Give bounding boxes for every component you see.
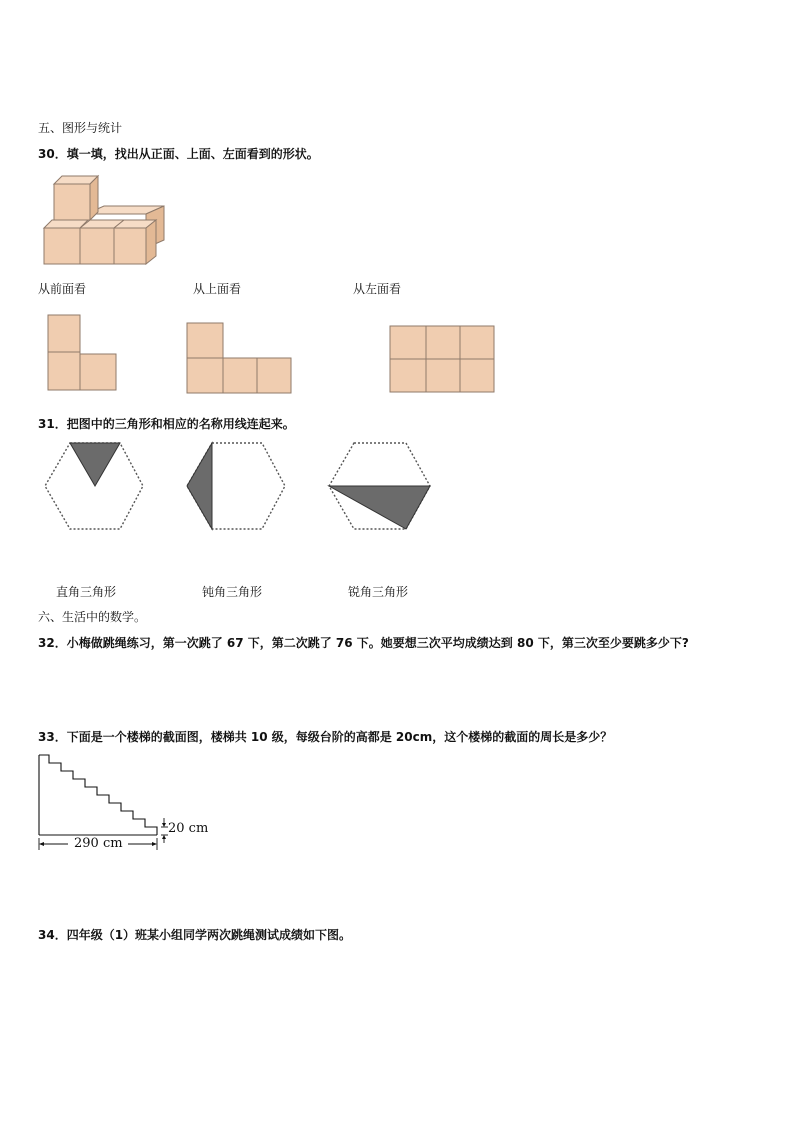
left-view-figure <box>389 325 497 395</box>
top-view-figure <box>186 322 294 394</box>
front-view-figure <box>47 314 119 392</box>
hexagon-figure-3 <box>324 440 436 532</box>
view-label-front: 从前面看 <box>38 282 87 296</box>
dimension-height-label: 20 cm <box>168 821 209 836</box>
staircase-figure <box>36 752 216 856</box>
dimension-width-label: 290 cm <box>74 836 123 851</box>
triangle-name-obtuse: 钝角三角形 <box>202 585 263 599</box>
hexagon-figure-2 <box>182 440 290 532</box>
view-label-left: 从左面看 <box>353 282 402 296</box>
triangle-name-acute: 锐角三角形 <box>348 585 409 599</box>
triangle-shaded-2 <box>187 443 212 529</box>
view-label-top: 从上面看 <box>193 282 242 296</box>
triangle-shaded-3 <box>329 486 430 529</box>
question-31-text: 31．把图中的三角形和相应的名称用线连起来。 <box>38 417 295 431</box>
question-33-text: 33．下面是一个楼梯的截面图，楼梯共 10 级，每级台阶的高都是 20cm，这个楼梯的截面的周长是多少？ <box>38 730 613 744</box>
triangle-shaded-1 <box>70 443 120 486</box>
section-heading-5: 五、图形与统计 <box>38 121 123 135</box>
question-32-text: 32．小梅做跳绳练习，第一次跳了 67 下，第二次跳了 76 下。她要想三次平均成绩达到 80 下，第三次至少要跳多少下? <box>38 636 689 650</box>
question-34-text: 34．四年级（1）班某小组同学两次跳绳测试成绩如下图。 <box>38 928 352 942</box>
hexagon-figure-1 <box>40 440 148 532</box>
question-30-text: 30．填一填，找出从正面、上面、左面看到的形状。 <box>38 147 319 161</box>
cube-top <box>54 176 98 220</box>
triangle-name-right: 直角三角形 <box>56 585 117 599</box>
cube-stack-figure <box>40 172 175 267</box>
section-heading-6: 六、生活中的数学。 <box>38 610 147 624</box>
